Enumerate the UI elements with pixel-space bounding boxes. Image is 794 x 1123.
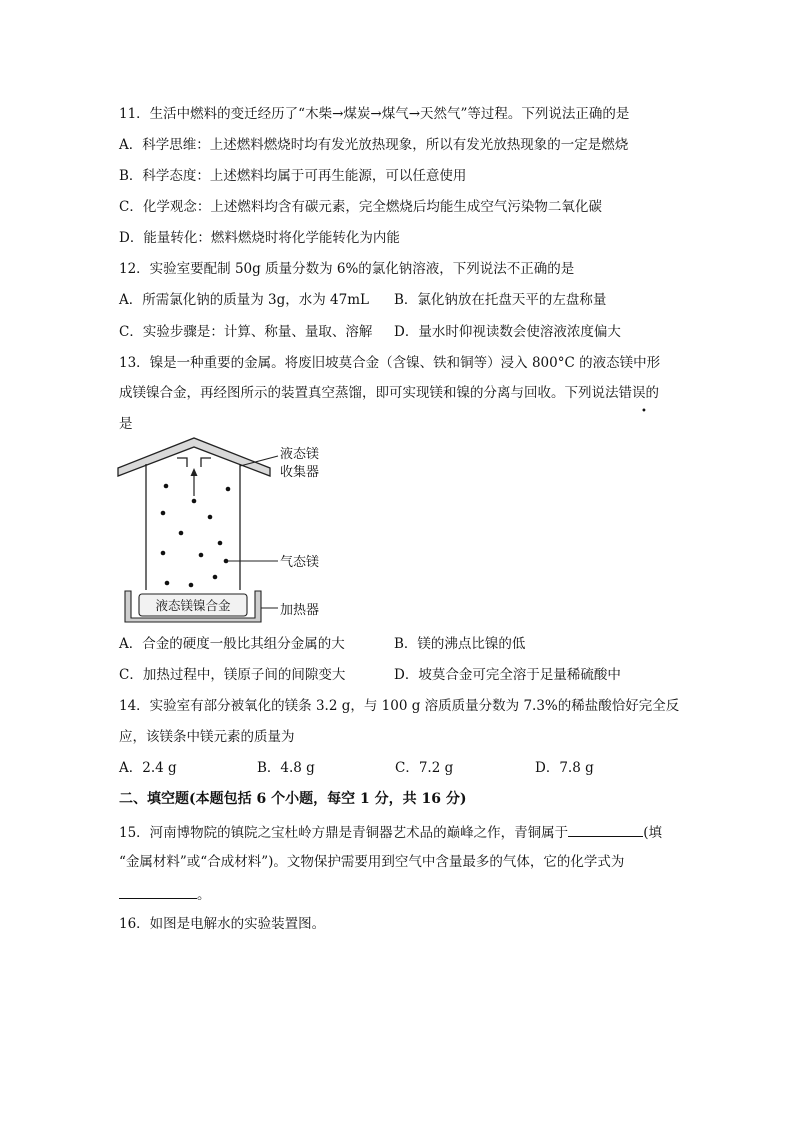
arrow-head bbox=[191, 468, 198, 476]
q11-option-d: D．能量转化：燃料燃烧时将化学能转化为内能 bbox=[119, 230, 400, 246]
q14-option-c: C．7.2 g bbox=[395, 760, 454, 776]
q11-option-c: C．化学观念：上述燃料均含有碳元素，完全燃烧后均能生成空气污染物二氧化碳 bbox=[119, 199, 602, 215]
q13-option-b: B．镁的沸点比镍的低 bbox=[394, 636, 526, 652]
gas-magnesium-particles bbox=[161, 484, 231, 588]
emphasis-dot: • bbox=[641, 406, 647, 417]
label-gas-magnesium: 气态镁 bbox=[280, 555, 320, 570]
q15-line1-suffix: (填 bbox=[643, 825, 662, 841]
q15-line3-suffix: 。 bbox=[197, 887, 211, 903]
label-heater: 加热器 bbox=[280, 603, 320, 618]
q15-blank-2[interactable] bbox=[119, 884, 197, 899]
collector-hook-left bbox=[177, 458, 187, 467]
q15-blank-1[interactable] bbox=[568, 822, 643, 837]
q14-stem-line2: 应，该镁条中镁元素的质量为 bbox=[119, 729, 295, 745]
label-alloy: 液态镁镍合金 bbox=[155, 598, 231, 613]
q15-line1-text: 15．河南博物院的镇院之宝杜岭方鼎是青铜器艺术品的巅峰之作，青铜属于 bbox=[119, 825, 569, 841]
q12-option-d: D．量水时仰视读数会使溶液浓度偏大 bbox=[394, 324, 621, 340]
q14-option-b: B．4.8 g bbox=[257, 760, 315, 776]
q15-line1 bbox=[119, 822, 662, 842]
q13-option-c: C．加热过程中，镁原子间的间隙变大 bbox=[119, 667, 346, 683]
q13-option-d: D．坡莫合金可完全溶于足量稀硫酸中 bbox=[394, 667, 621, 683]
q11-option-b: B．科学态度：上述燃料均属于可再生能源，可以任意使用 bbox=[119, 168, 467, 184]
q13-stem-line2: 成镁镍合金，再经图所示的装置真空蒸馏，即可实现镁和镍的分离与回收。下列说法错误的 bbox=[119, 385, 659, 401]
q15-line3 bbox=[119, 884, 211, 904]
section-heading-fill-in: 二、填空题(本题包括 6 个小题，每空 1 分，共 16 分) bbox=[119, 791, 467, 807]
q16-stem: 16．如图是电解水的实验装置图。 bbox=[119, 916, 326, 932]
q13-stem-line3: 是 bbox=[119, 416, 133, 432]
q13-option-a: A．合金的硬度一般比其组分金属的大 bbox=[119, 636, 345, 652]
q12-option-a: A．所需氯化钠的质量为 3g，水为 47mL bbox=[119, 292, 370, 308]
distillation-apparatus-figure bbox=[115, 436, 335, 626]
q14-option-d: D．7.8 g bbox=[535, 760, 594, 776]
q12-option-c: C．实验步骤是：计算、称量、量取、溶解 bbox=[119, 324, 373, 340]
q11-stem: 11．生活中燃料的变迁经历了“木柴→煤炭→煤气→天然气”等过程。下列说法正确的是 bbox=[119, 106, 630, 122]
q12-option-b: B．氯化钠放在托盘天平的左盘称量 bbox=[394, 292, 607, 308]
q14-option-a: A．2.4 g bbox=[119, 760, 177, 776]
collector-hook-right bbox=[201, 458, 211, 467]
q12-stem: 12．实验室要配制 50g 质量分数为 6%的氯化钠溶液，下列说法不正确的是 bbox=[119, 261, 575, 277]
q11-option-a: A．科学思维：上述燃料燃烧时均有发光放热现象，所以有发光放热现象的一定是燃烧 bbox=[119, 137, 629, 153]
q13-stem-line1: 13．镍是一种重要的金属。将废旧坡莫合金（含镍、铁和铜等）浸入 800°C 的液态镁中形 bbox=[119, 355, 661, 371]
label-collector-2: 收集器 bbox=[280, 465, 320, 480]
q14-stem-line1: 14．实验室有部分被氧化的镁条 3.2 g，与 100 g 溶质质量分数为 7.3%的稀盐酸恰好完全反 bbox=[119, 698, 680, 714]
label-collector-1: 液态镁 bbox=[280, 447, 320, 462]
q15-line2: “金属材料”或“合成材料”)。文物保护需要用到空气中含量最多的气体，它的化学式为 bbox=[119, 854, 625, 870]
